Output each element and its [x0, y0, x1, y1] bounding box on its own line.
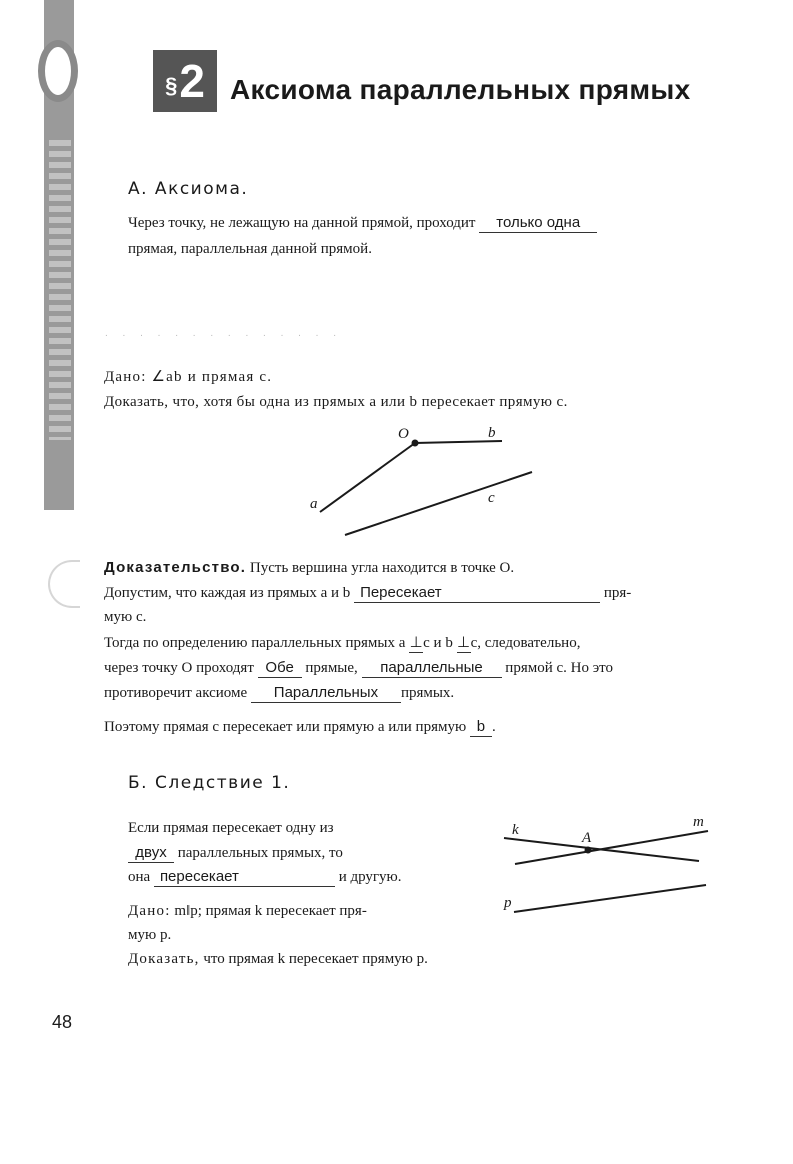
proof-line-1: Доказательство. Пусть вершина угла находится в точке O. — [104, 559, 515, 576]
answer-parallels: Параллельных — [251, 684, 401, 703]
parallel-lines-figure — [490, 808, 730, 923]
faint-bleed-text: . . . . . . . . . . . . . . — [105, 328, 343, 339]
corollary-prove: Доказать, что прямая k пересекает прямую p. — [128, 951, 428, 967]
proof-line-6: противоречит аксиоме Параллельных прямых. — [104, 684, 455, 701]
sidebar-notch — [38, 40, 78, 102]
corollary-given-2: мую p. — [128, 927, 172, 943]
answer-two: двух — [128, 844, 174, 863]
corollary-line-3: она пересекает и другую. — [128, 868, 402, 885]
answer-both: Обе — [258, 659, 302, 678]
answer-intersects: Пересекает — [354, 584, 600, 603]
label-c: c — [488, 490, 495, 506]
axiom-line-1: Через точку, не лежащую на данной прямой, проходит только одна — [128, 212, 597, 235]
proof-line-3: мую c. — [104, 609, 147, 625]
proof-line-4: Тогда по определению параллельных прямых a ⊥c и b ⊥c, следовательно, — [104, 634, 581, 651]
proof-line-5: через точку O проходят Обе прямые, параллельные прямой c. Но это — [104, 659, 614, 676]
answer-crosses: пересекает — [154, 868, 335, 887]
label-p: p — [504, 895, 512, 911]
axiom-line-2: прямая, параллельная данной прямой. — [128, 241, 372, 257]
corollary-line-1: Если прямая пересекает одну из — [128, 820, 334, 836]
page-number: 48 — [52, 1012, 73, 1032]
angle-figure — [300, 420, 550, 545]
label-o: O — [398, 426, 409, 442]
sidebar-vertical-text — [49, 140, 71, 440]
corollary-line-2: двух параллельных прямых, то — [128, 842, 343, 865]
answer-only-one: только одна — [479, 214, 597, 233]
proof-conclusion: Поэтому прямая c пересекает или прямую a или прямую b . — [104, 718, 496, 735]
label-m: m — [693, 814, 704, 830]
perp-symbol-2: ⊥ — [457, 634, 471, 651]
page-title: Аксиома параллельных прямых — [230, 74, 691, 105]
label-a: a — [310, 496, 318, 512]
part-a-heading: А. Аксиома. — [128, 179, 249, 199]
line-c — [345, 472, 532, 535]
label-k: k — [512, 822, 519, 838]
vertex-point-o — [412, 440, 419, 447]
corollary-given: Дано: m‖p; прямая k пересекает пря- — [128, 903, 367, 919]
section-number: 2 — [179, 55, 205, 107]
answer-parallel: параллельные — [362, 659, 502, 678]
label-a-point: A — [582, 830, 592, 846]
section-badge: § 2 — [153, 50, 217, 112]
intersection-point-a — [585, 847, 592, 854]
line-b — [415, 441, 502, 443]
punch-hole-mark — [48, 560, 80, 608]
line-p — [514, 885, 706, 912]
line-a — [320, 443, 415, 512]
answer-b: b — [470, 718, 492, 737]
perp-symbol-1: ⊥ — [409, 634, 423, 651]
proof-label: Доказательство. — [104, 559, 247, 576]
proof-line-2: Допустим, что каждая из прямых a и b Пересекает пря- — [104, 584, 632, 601]
label-b: b — [488, 425, 496, 441]
part-b-heading: Б. Следствие 1. — [128, 773, 291, 793]
prove-statement: Доказать, что, хотя бы одна из прямых a или b пересекает прямую c. — [104, 394, 568, 410]
given-statement: Дано: ∠ab и прямая c. — [104, 369, 273, 385]
